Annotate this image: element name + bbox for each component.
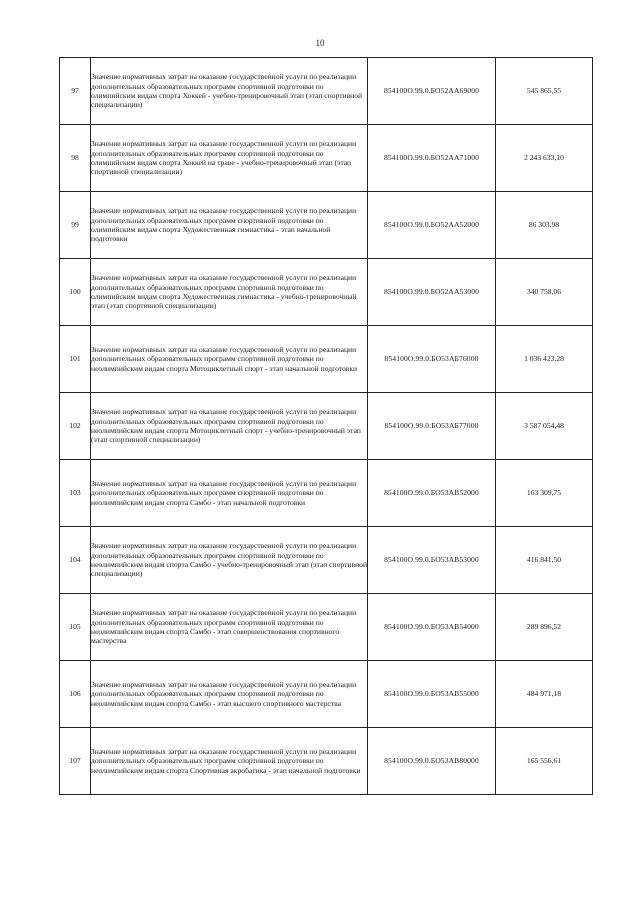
- row-description: Значение нормативных затрат на оказание государственной услуги по реализации дополнительных образовательных программ спортивной подготовки по олимпийским видам спорта Художественная гимнастика - этап начальной подготовки: [91, 192, 368, 259]
- row-cost-value: 1 036 423,28: [496, 326, 593, 393]
- row-cost-value: 2 243 633,10: [496, 125, 593, 192]
- table-row: [60, 460, 593, 527]
- row-description: Значение нормативных затрат на оказание государственной услуги по реализации дополнительных образовательных программ спортивной подготовки по неолимпийским видам спорта Самбо - этап высшего спортивного мастерства: [91, 661, 368, 728]
- row-description: Значение нормативных затрат на оказание государственной услуги по реализации дополнительных образовательных программ спортивной подготовки по неолимпийским видам спорта Самбо - этап начальной подготовки: [91, 460, 368, 527]
- row-number: 101: [60, 326, 91, 393]
- row-registry-code: 854100О.99.0.БО52АА52000: [368, 192, 496, 259]
- row-number: 98: [60, 125, 91, 192]
- row-number: 103: [60, 460, 91, 527]
- row-registry-code: 854100О.99.0.БО53АВ53000: [368, 527, 496, 594]
- row-cost-value: 484 971,18: [496, 661, 593, 728]
- table-row: [60, 594, 593, 661]
- row-registry-code: 854100О.99.0.БО53АБ76000: [368, 326, 496, 393]
- row-cost-value: 416 841,50: [496, 527, 593, 594]
- row-cost-value: 340 758,06: [496, 259, 593, 326]
- row-number: 100: [60, 259, 91, 326]
- row-number: 107: [60, 728, 91, 795]
- table-row: [60, 125, 593, 192]
- row-description: Значение нормативных затрат на оказание государственной услуги по реализации дополнительных образовательных программ спортивной подготовки по неолимпийским видам спорта Самбо - этап совершенствования спортивного мастерства: [91, 594, 368, 661]
- table-row: [60, 58, 593, 125]
- table-row: [60, 393, 593, 460]
- row-registry-code: 854100О.99.0.БО53АВ54000: [368, 594, 496, 661]
- row-description: Значение нормативных затрат на оказание государственной услуги по реализации дополнительных образовательных программ спортивной подготовки по олимпийским видам спорта Хоккей - учебно-тренировочный этап (этап спортивной специализации): [91, 58, 368, 125]
- table-row: [60, 259, 593, 326]
- row-description: Значение нормативных затрат на оказание государственной услуги по реализации дополнительных образовательных программ спортивной подготовки по олимпийским видам спорта Хоккей на траве - учебно-тренировочный этап (этап спортивной специализации): [91, 125, 368, 192]
- row-number: 106: [60, 661, 91, 728]
- row-description: Значение нормативных затрат на оказание государственной услуги по реализации дополнительных образовательных программ спортивной подготовки по неолимпийским видам спорта Спортивная акробатика - этап начальной подготовки: [91, 728, 368, 795]
- row-number: 99: [60, 192, 91, 259]
- row-description: Значение нормативных затрат на оказание государственной услуги по реализации дополнительных образовательных программ спортивной подготовки по неолимпийским видам спорта Мотоциклетный спорт - учебно-тренировочный этап (этап спортивной специализации): [91, 393, 368, 460]
- table-row: [60, 192, 593, 259]
- row-cost-value: 165 556,61: [496, 728, 593, 795]
- table-row: [60, 326, 593, 393]
- table-row: [60, 527, 593, 594]
- row-number: 104: [60, 527, 91, 594]
- row-registry-code: 854100О.99.0.БО52АА53000: [368, 259, 496, 326]
- row-registry-code: 854100О.99.0.БО52АА69000: [368, 58, 496, 125]
- row-cost-value: 86 303,98: [496, 192, 593, 259]
- table-row: [60, 728, 593, 795]
- row-registry-code: 854100О.99.0.БО53АВ55000: [368, 661, 496, 728]
- cost-table-body: [60, 58, 593, 795]
- row-description: Значение нормативных затрат на оказание государственной услуги по реализации дополнительных образовательных программ спортивной подготовки по неолимпийским видам спорта Мотоциклетный спорт - этап начальной подготовки: [91, 326, 368, 393]
- page-number: 10: [315, 38, 325, 48]
- row-number: 102: [60, 393, 91, 460]
- row-registry-code: 854100О.99.0.БО53АВ80000: [368, 728, 496, 795]
- row-number: 97: [60, 58, 91, 125]
- row-description: Значение нормативных затрат на оказание государственной услуги по реализации дополнительных образовательных программ спортивной подготовки по неолимпийским видам спорта Самбо - учебно-тренировочный этап (этап спортивной специализации): [91, 527, 368, 594]
- row-cost-value: 3 587 054,48: [496, 393, 593, 460]
- row-cost-value: 289 896,52: [496, 594, 593, 661]
- cost-table: [59, 57, 593, 795]
- row-cost-value: 545 865,55: [496, 58, 593, 125]
- row-cost-value: 163 309,75: [496, 460, 593, 527]
- row-description: Значение нормативных затрат на оказание государственной услуги по реализации дополнительных образовательных программ спортивной подготовки по олимпийским видам спорта Художественная гимнастика - учебно-тренировочный этап (этап спортивной специализации): [91, 259, 368, 326]
- row-registry-code: 854100О.99.0.БО53АБ77000: [368, 393, 496, 460]
- row-number: 105: [60, 594, 91, 661]
- row-registry-code: 854100О.99.0.БО53АВ52000: [368, 460, 496, 527]
- table-row: [60, 661, 593, 728]
- row-registry-code: 854100О.99.0.БО52АА71000: [368, 125, 496, 192]
